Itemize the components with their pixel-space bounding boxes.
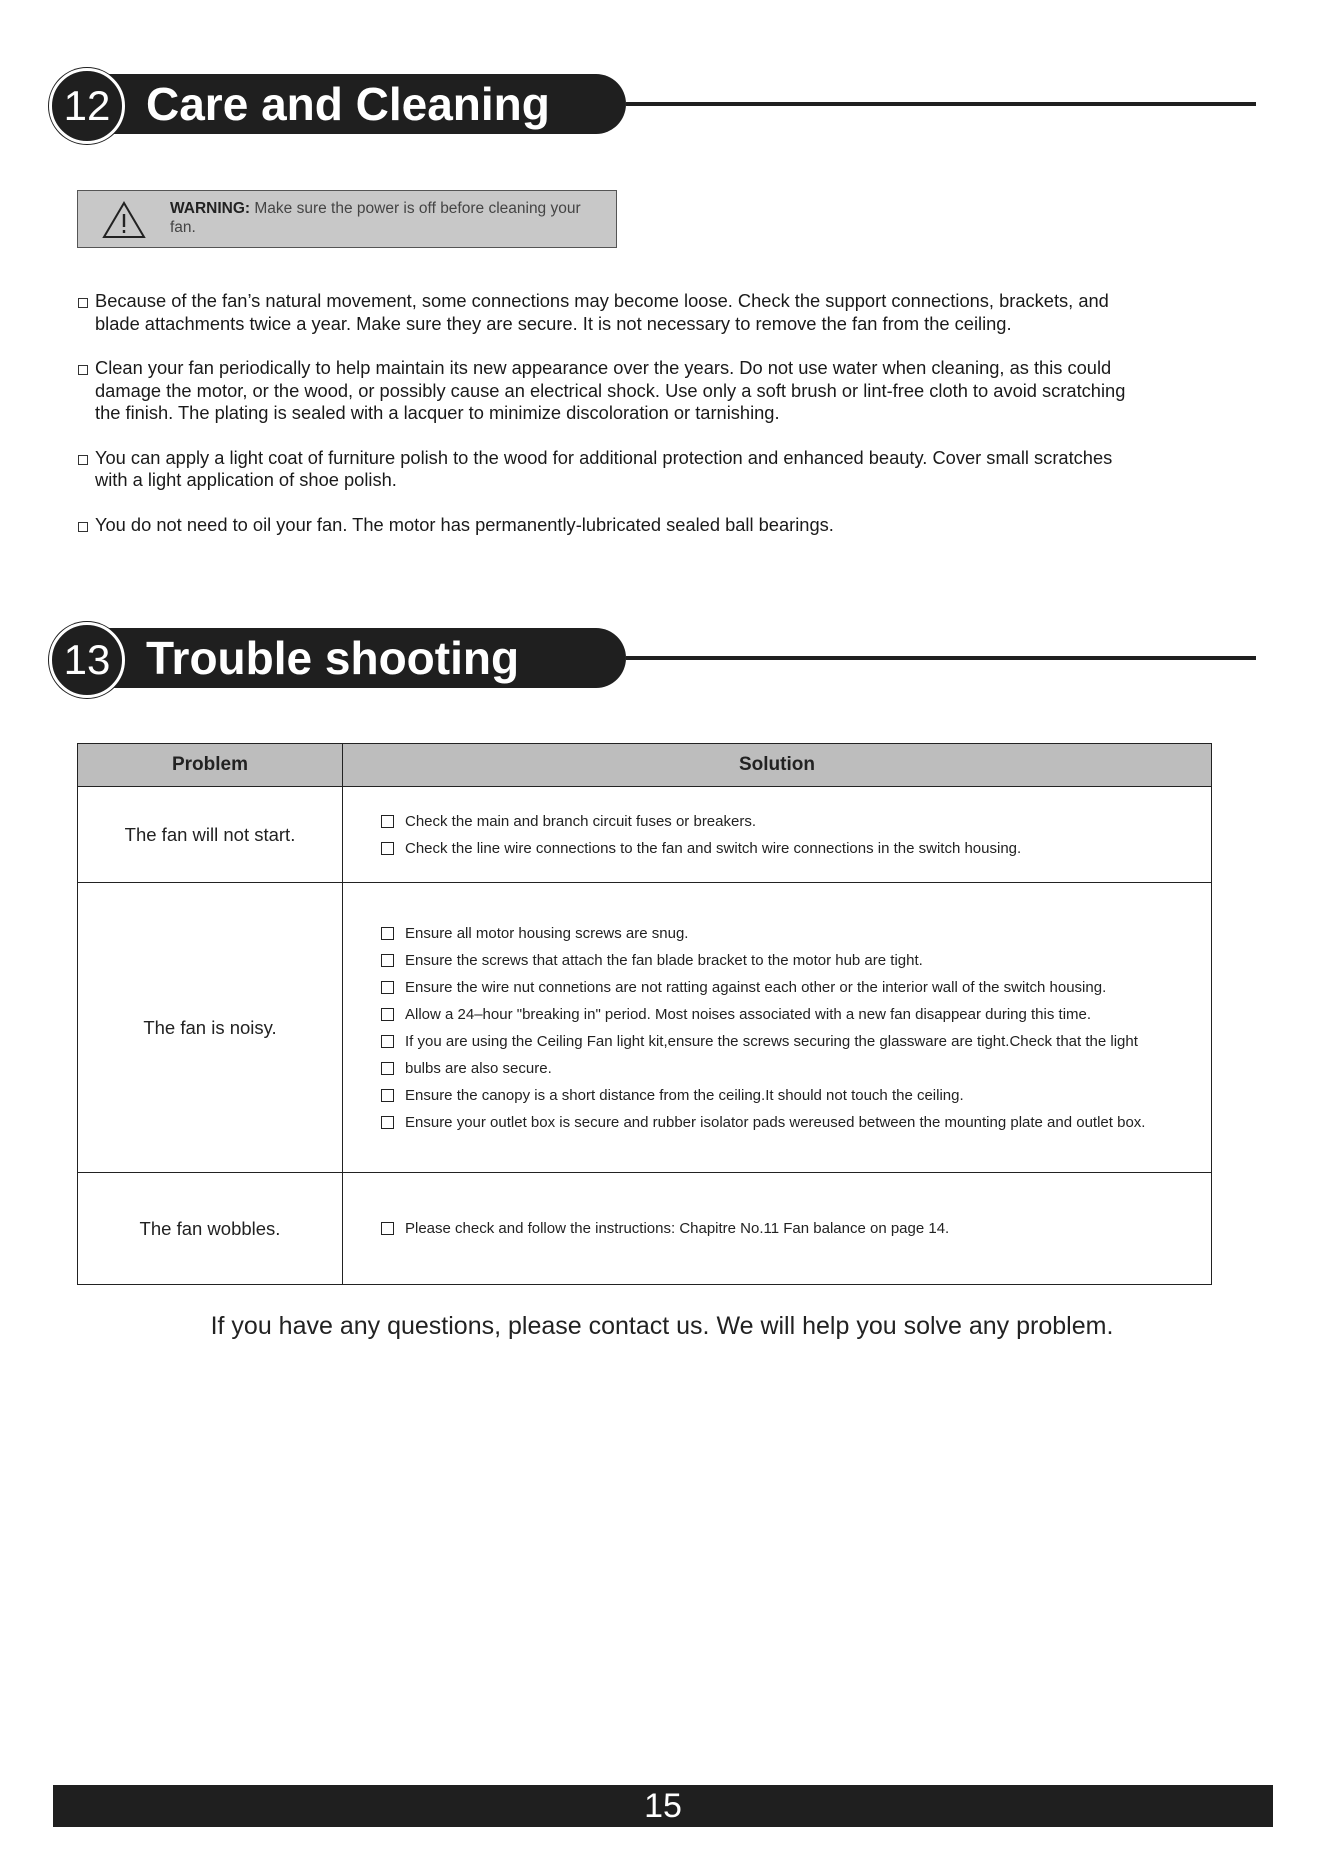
bullet-square-icon — [78, 455, 88, 465]
checkbox-icon — [381, 815, 394, 828]
section-header-care — [49, 68, 1209, 140]
list-item: Check the main and branch circuit fuses or breakers. — [381, 808, 1211, 835]
trouble-table — [77, 743, 1212, 1285]
section-header-trouble — [49, 622, 1209, 694]
problem-cell: The fan will not start. — [78, 787, 343, 883]
warning-label: WARNING: — [170, 200, 251, 217]
list-item: Ensure the canopy is a short distance from the ceiling.It should not touch the ceiling. — [381, 1082, 1211, 1109]
checkbox-icon — [381, 842, 394, 855]
section-title: Trouble shooting — [101, 628, 626, 688]
section-number: 12 — [49, 68, 125, 144]
checkbox-icon — [381, 1035, 394, 1048]
list-item: Check the line wire connections to the fan and switch wire connections in the switch housing. — [381, 835, 1211, 862]
list-item: Please check and follow the instructions: Chapitre No.11 Fan balance on page 14. — [381, 1215, 1211, 1242]
checkbox-icon — [381, 927, 394, 940]
warning-message: Make sure the power is off before cleaning your fan. — [170, 200, 581, 236]
table-row — [78, 1173, 1212, 1285]
section-rule — [626, 656, 1256, 660]
checkbox-icon — [381, 1008, 394, 1021]
contact-message: If you have any questions, please contact us. We will help you solve any problem. — [210, 1312, 1114, 1340]
table-header-row — [78, 744, 1212, 787]
problem-cell: The fan wobbles. — [78, 1173, 343, 1285]
solution-cell — [343, 787, 1212, 883]
checkbox-icon — [381, 1089, 394, 1102]
bullet-square-icon — [78, 298, 88, 308]
checkbox-icon — [381, 954, 394, 967]
solution-list — [381, 920, 1211, 1136]
page-footer — [53, 1785, 1273, 1827]
solution-list — [381, 1215, 1211, 1242]
list-item: bulbs are also secure. — [381, 1055, 1211, 1082]
column-header-problem: Problem — [78, 744, 343, 787]
bullet-square-icon — [78, 365, 88, 375]
column-header-solution: Solution — [343, 744, 1212, 787]
checkbox-icon — [381, 1222, 394, 1235]
bullet-square-icon — [78, 522, 88, 532]
solution-cell — [343, 883, 1212, 1173]
list-item: Ensure your outlet box is secure and rubber isolator pads wereused between the mounting plate and outlet box. — [381, 1109, 1211, 1136]
list-item: Because of the fan’s natural movement, some connections may become loose. Check the support connections, brackets, and blade attachments twice a year. Make sure they are secure. It is not necessary to remove the fan from the ceiling. — [78, 290, 1138, 335]
section-number: 13 — [49, 622, 125, 698]
solution-cell — [343, 1173, 1212, 1285]
table-row — [78, 883, 1212, 1173]
section-rule — [626, 102, 1256, 106]
list-item: Ensure all motor housing screws are snug. — [381, 920, 1211, 947]
list-item: Clean your fan periodically to help maintain its new appearance over the years. Do not use water when cleaning, as this could damage the motor, or the wood, or possibly cause an electrical shock. Use only a soft brush or lint-free cloth to avoid scratching the finish. The plating is sealed with a lacquer to minimize discoloration or tarnishing. — [78, 357, 1138, 425]
warning-box — [77, 190, 617, 248]
list-item: You do not need to oil your fan. The motor has permanently-lubricated sealed ball bearings. — [78, 514, 1138, 537]
solution-list — [381, 808, 1211, 862]
list-item: Allow a 24–hour "breaking in" period. Most noises associated with a new fan disappear during this time. — [381, 1001, 1211, 1028]
problem-cell: The fan is noisy. — [78, 883, 343, 1173]
warning-icon — [102, 200, 146, 240]
list-item: Ensure the wire nut connetions are not ratting against each other or the interior wall of the switch housing. — [381, 974, 1211, 1001]
warning-text — [170, 199, 610, 237]
section-title: Care and Cleaning — [101, 74, 626, 134]
checkbox-icon — [381, 1062, 394, 1075]
list-item: You can apply a light coat of furniture polish to the wood for additional protection and enhanced beauty. Cover small scratches with a light application of shoe polish. — [78, 447, 1138, 492]
care-bullet-list — [78, 290, 1138, 558]
list-item: If you are using the Ceiling Fan light kit,ensure the screws securing the glassware are tight.Check that the light — [381, 1028, 1211, 1055]
checkbox-icon — [381, 981, 394, 994]
checkbox-icon — [381, 1116, 394, 1129]
table-row — [78, 787, 1212, 883]
list-item: Ensure the screws that attach the fan blade bracket to the motor hub are tight. — [381, 947, 1211, 974]
page-number: 15 — [644, 1787, 682, 1825]
